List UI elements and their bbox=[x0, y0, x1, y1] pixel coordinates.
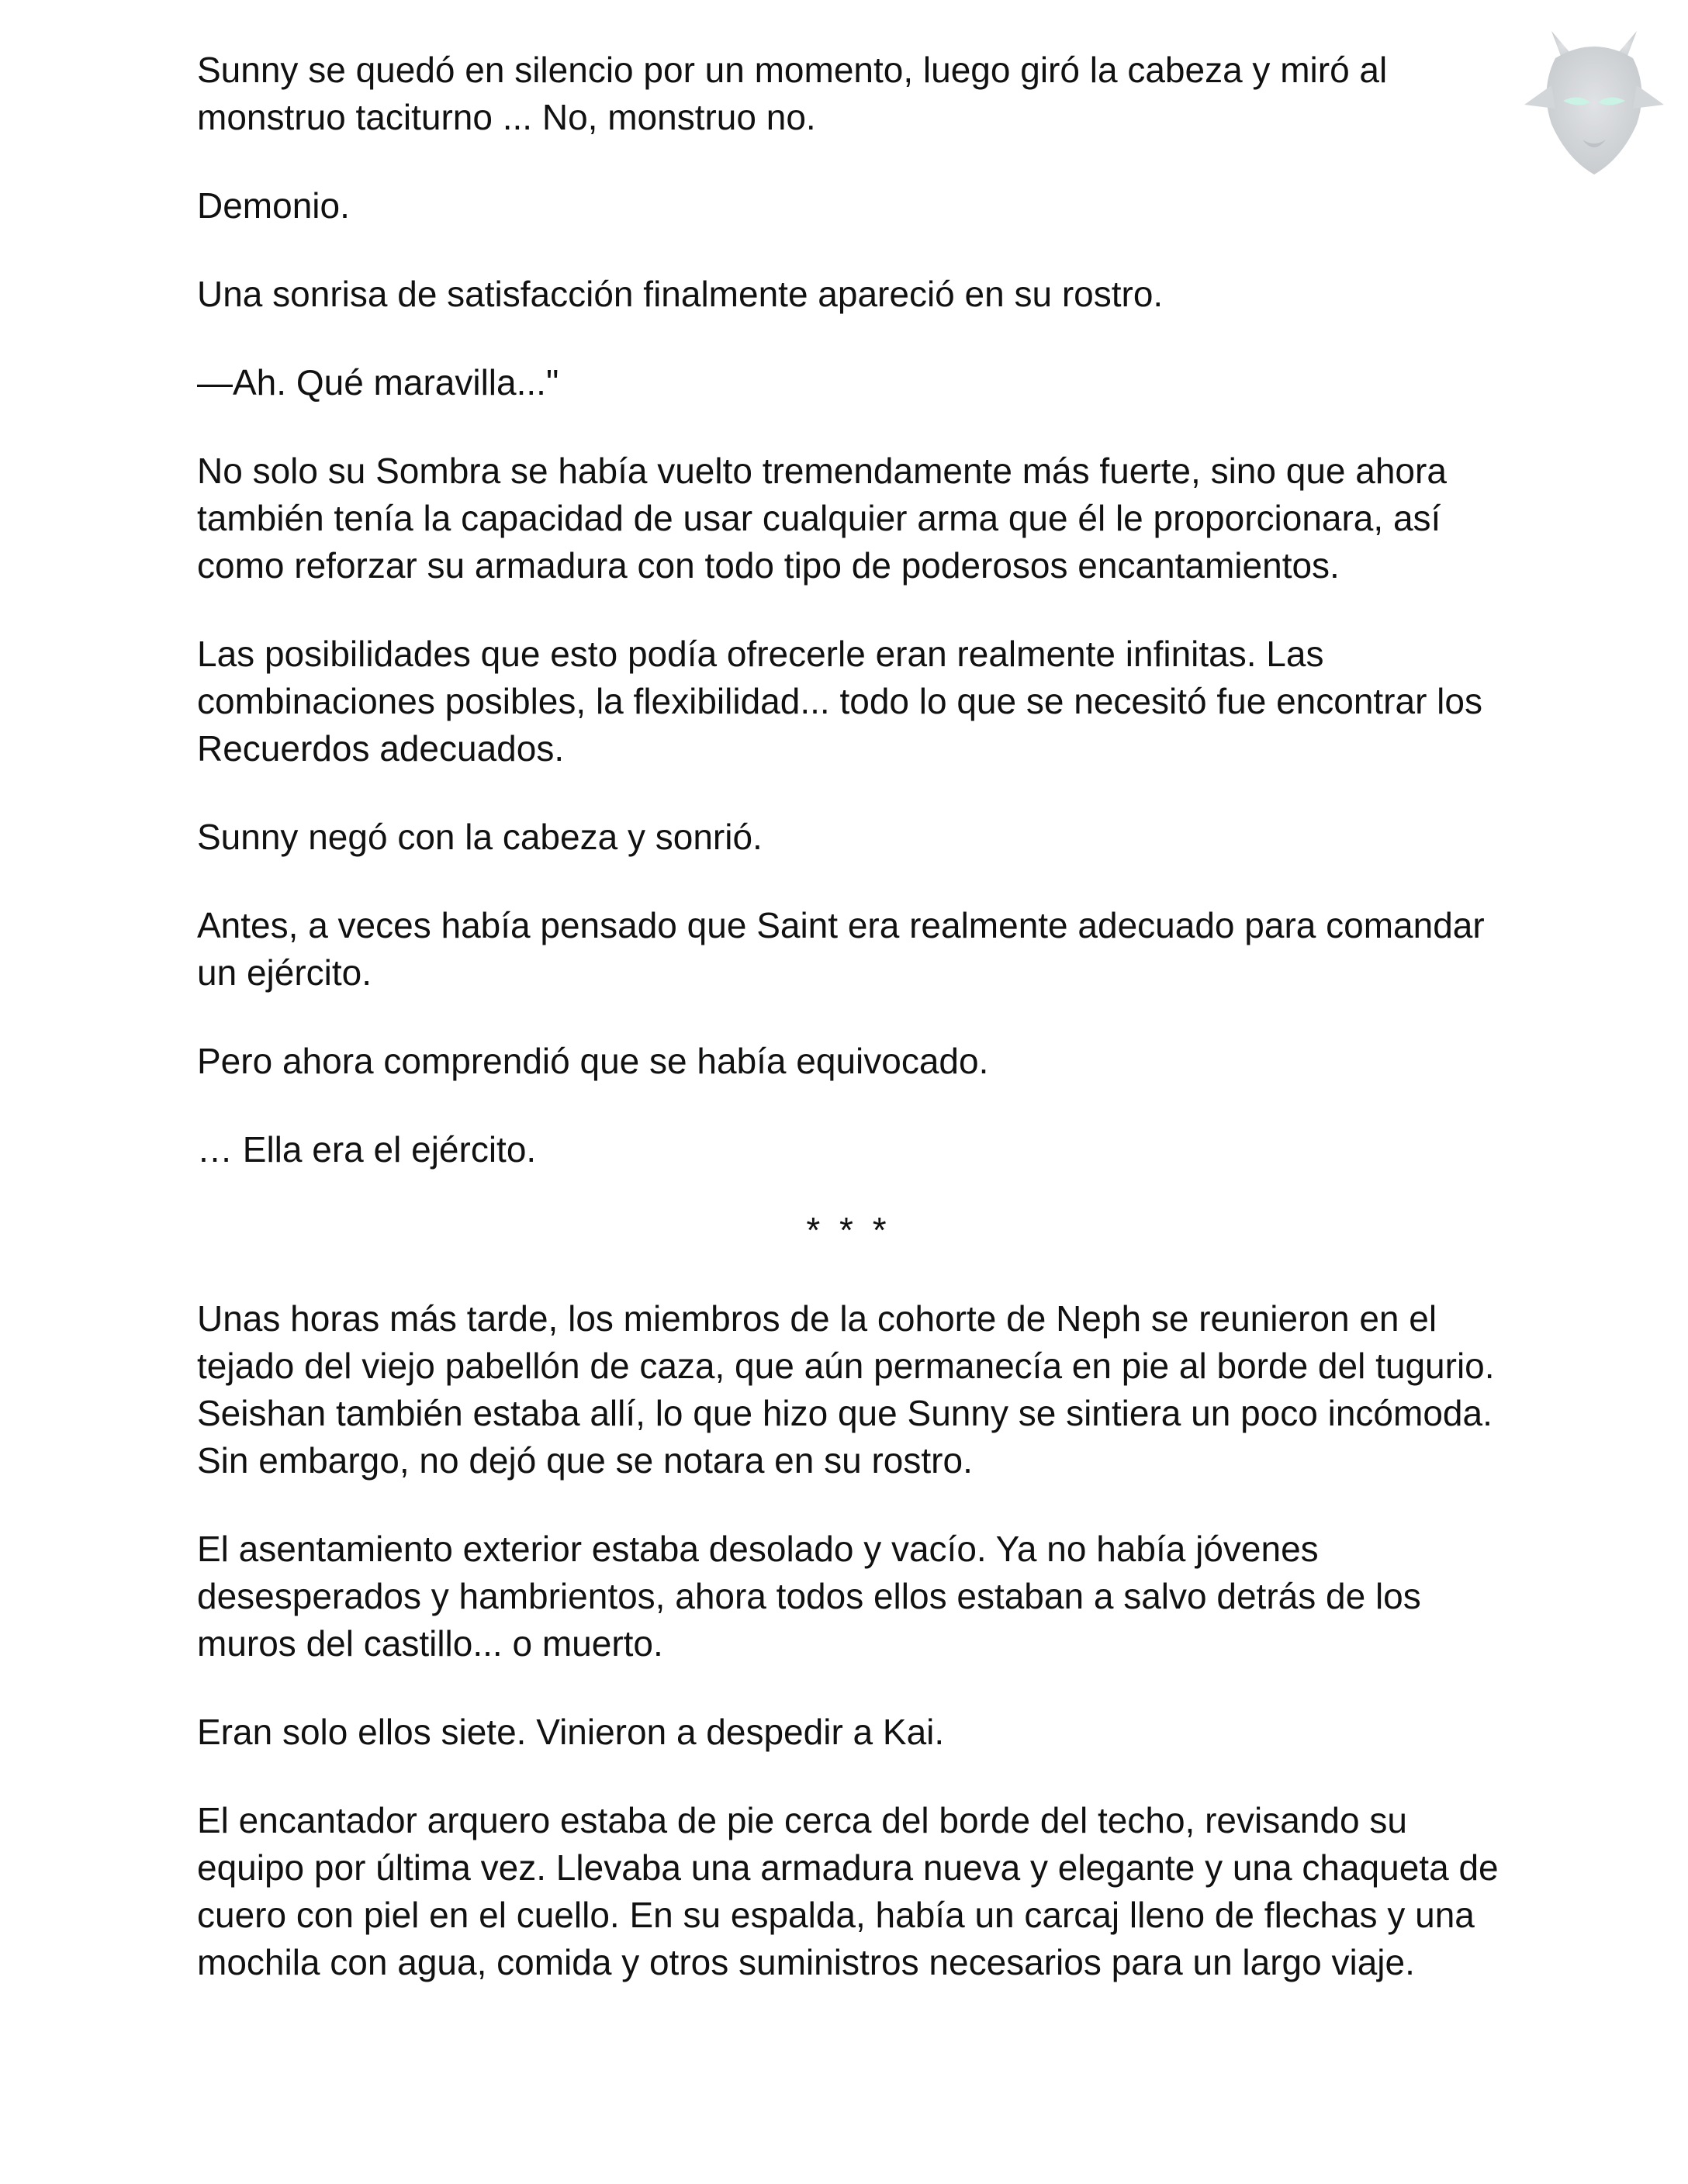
paragraph: El asentamiento exterior estaba desolado y vacío. Ya no había jóvenes desesperados y hambrientos, ahora todos ellos estaban a salvo detrás de los muros del castillo... o muerto. bbox=[197, 1529, 1421, 1664]
paragraph: Sunny negó con la cabeza y sonrió. bbox=[197, 817, 763, 857]
demon-head-icon bbox=[1520, 16, 1668, 186]
paragraph: No solo su Sombra se había vuelto tremendamente más fuerte, sino que ahora también tenía la capacidad de usar cualquier arma que él le proporcionara, así como reforzar su armadura con todo tipo de poderosos encantamientos. bbox=[197, 451, 1447, 586]
paragraph: Eran solo ellos siete. Vinieron a despedir a Kai. bbox=[197, 1712, 945, 1752]
paragraph: Una sonrisa de satisfacción finalmente apareció en su rostro. bbox=[197, 274, 1164, 314]
paragraph: —Ah. Qué maravilla..." bbox=[197, 362, 559, 403]
paragraph: El encantador arquero estaba de pie cerca del borde del techo, revisando su equipo por última vez. Llevaba una armadura nueva y elegante y una chaqueta de cuero con piel en el cuello. En su espalda, había un carcaj lleno de flechas y una mochila con agua, comida y otros suministros necesarios para un largo viaje. bbox=[197, 1800, 1499, 1982]
paragraph: Unas horas más tarde, los miembros de la cohorte de Neph se reunieron en el tejado del viejo pabellón de caza, que aún permanecía en pie al borde del tugurio. Seishan también estaba allí, lo que hizo que Sunny se sintiera un poco incómoda. Sin embargo, no dejó que se notara en su rostro. bbox=[197, 1298, 1495, 1481]
paragraph: Sunny se quedó en silencio por un momento, luego giró la cabeza y miró al monstruo taciturno ... No, monstruo no. bbox=[197, 50, 1388, 137]
paragraph: Las posibilidades que esto podía ofrecerle eran realmente infinitas. Las combinaciones posibles, la flexibilidad... todo lo que se necesitó fue encontrar los Recuerdos adecuados. bbox=[197, 634, 1482, 769]
paragraph: Antes, a veces había pensado que Saint era realmente adecuado para comandar un ejército. bbox=[197, 905, 1485, 993]
document-body bbox=[197, 47, 1500, 2027]
paragraph: Demonio. bbox=[197, 185, 350, 226]
paragraph: … Ella era el ejército. bbox=[197, 1129, 537, 1170]
section-separator: * * * bbox=[806, 1210, 891, 1250]
paragraph: Pero ahora comprendió que se había equivocado. bbox=[197, 1041, 989, 1081]
